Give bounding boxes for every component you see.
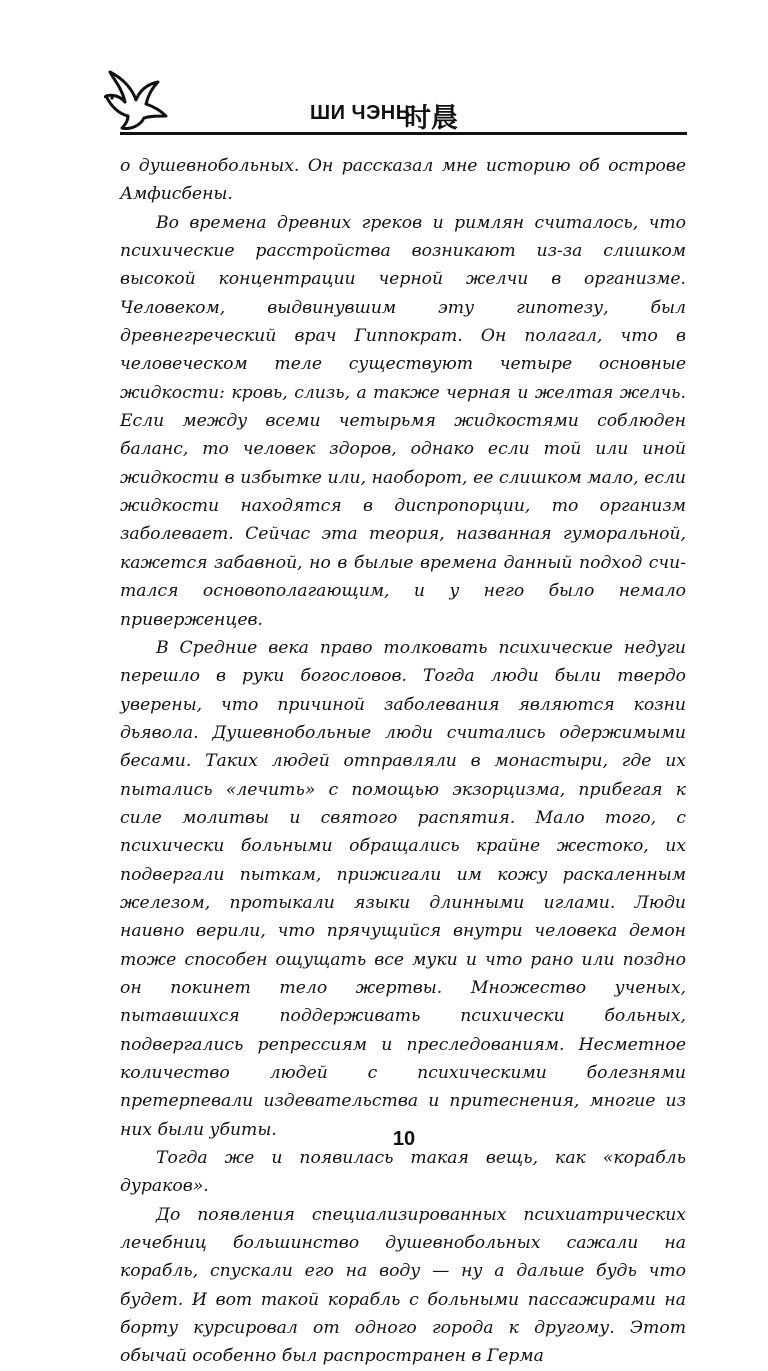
paragraph: Во времена древних греков и римлян считалось, что психические расстройства возникают из-за слишком высокой концентрации черной желчи в организме. Человеком, выдвинувшим эту гипотезу, был древнегреческий врач Гиппократ. Он полагал, что в человеческом теле существуют четыре основные жидкости: кровь, слизь, а также черная и желтая желчь. Если между всеми четырьмя жидкостями соблюден баланс, то человек здоров, однако если той или иной жидкости в избытке или, наоборот, ее слишком мало, если жидкости находятся в диспропорции, то организм заболевает. Сейчас эта теория, названная гуморальной, кажется забавной, но в былые времена данный подход считался основополагающим, и у него было немало приверженцев. <box>120 212 686 630</box>
running-header <box>100 62 687 142</box>
dove-icon <box>100 66 170 136</box>
paragraph: В Средние века право толковать психические недуги перешло в руки богословов. Тогда люди были твердо уверены, что причиной заболевания являются козни дьявола. Душевнобольные люди считались одержимыми бесами. Таких людей отправляли в монастыри, где их пытались «лечить» с помощью экзорцизма, прибегая к силе молитвы и святого распятия. Мало того, с психически больными обращались крайне жестоко, их подвергали пыткам, прижигали им кожу раскаленным железом, протыкали языки длинными иглами. Люди наивно верили, что прячущийся внутри человека демон тоже способен ощущать все муки и что рано или поздно он покинет тело жертвы. Множество ученых, пытавшихся поддерживать психически больных, подвергались репрессиям и преследованиям. Несметное количество людей с психическими болезнями претерпевали издевательства и притеснения, многие из них были убиты. <box>120 637 686 1140</box>
paragraph: До появления специализированных психиатрических лечебниц большинство душевнобольных сажали на корабль, спускали его на воду — ну а дальше будь что будет. И вот такой корабль с больными пассажирами на борту курсировал от одного города к другому. Этот обычай особенно был распространен в Герма <box>120 1204 686 1367</box>
body-text <box>120 152 686 1371</box>
page-number: 10 <box>392 1128 416 1150</box>
author-name: ШИ ЧЭНЬ <box>310 102 411 124</box>
header-rule <box>120 132 687 135</box>
author-name-chinese: 时晨 <box>404 103 458 134</box>
paragraph: Тогда же и появилась такая вещь, как «корабль дураков». <box>120 1148 686 1197</box>
paragraph: о душевнобольных. Он рассказал мне историю об острове Амфисбены. <box>120 156 686 205</box>
